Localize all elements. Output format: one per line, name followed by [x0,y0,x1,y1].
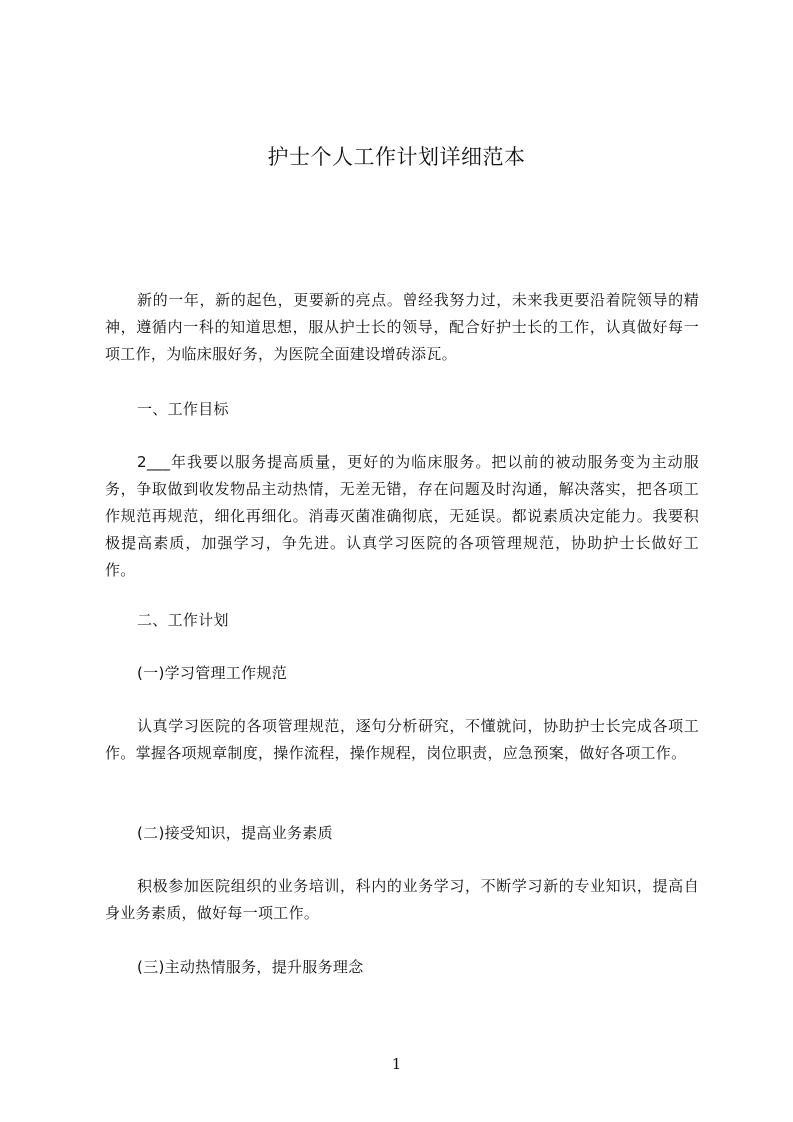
page-number: 1 [391,1055,402,1073]
section-heading-plan: 二、工作计划 [137,611,229,629]
subheading-knowledge: (二)接受知识，提高业务素质 [137,824,333,842]
section-heading-goals: 一、工作目标 [137,400,229,418]
study-norms-paragraph: 认真学习医院的各项管理规范，逐句分析研究，不懂就问，协助护士长完成各项工作。掌握各项规章制度，操作流程，操作规程，岗位职责，应急预案，做好各项工作。 [105,717,699,762]
page-title: 护士个人工作计划详细范本 [267,145,526,169]
subheading-service: (三)主动热情服务，提升服务理念 [137,958,364,976]
goals-paragraph: 2___年我要以服务提高质量，更好的为临床服务。把以前的被动服务变为主动服务，争取做到收发物品主动热情，无差无错，存在问题及时沟通，解决落实，把各项工作规范再规范，细化再细化。消毒灭菌准确彻底，无延误。都说素质决定能力。我要积极提高素质，加强学习，争先进。认真学习医院的各项管理规范，协助护士长做好工作。 [105,453,699,579]
knowledge-paragraph: 积极参加医院组织的业务培训，科内的业务学习，不断学习新的专业知识，提高自身业务素质，做好每一项工作。 [105,877,699,922]
intro-paragraph: 新的一年，新的起色，更要新的亮点。曾经我努力过，未来我更要沿着院领导的精神，遵循内一科的知道思想，服从护士长的领导，配合好护士长的工作，认真做好每一项工作，为临床服好务，为医院全面建设增砖添瓦。 [105,291,699,363]
subheading-study-norms: (一)学习管理工作规范 [137,664,288,682]
